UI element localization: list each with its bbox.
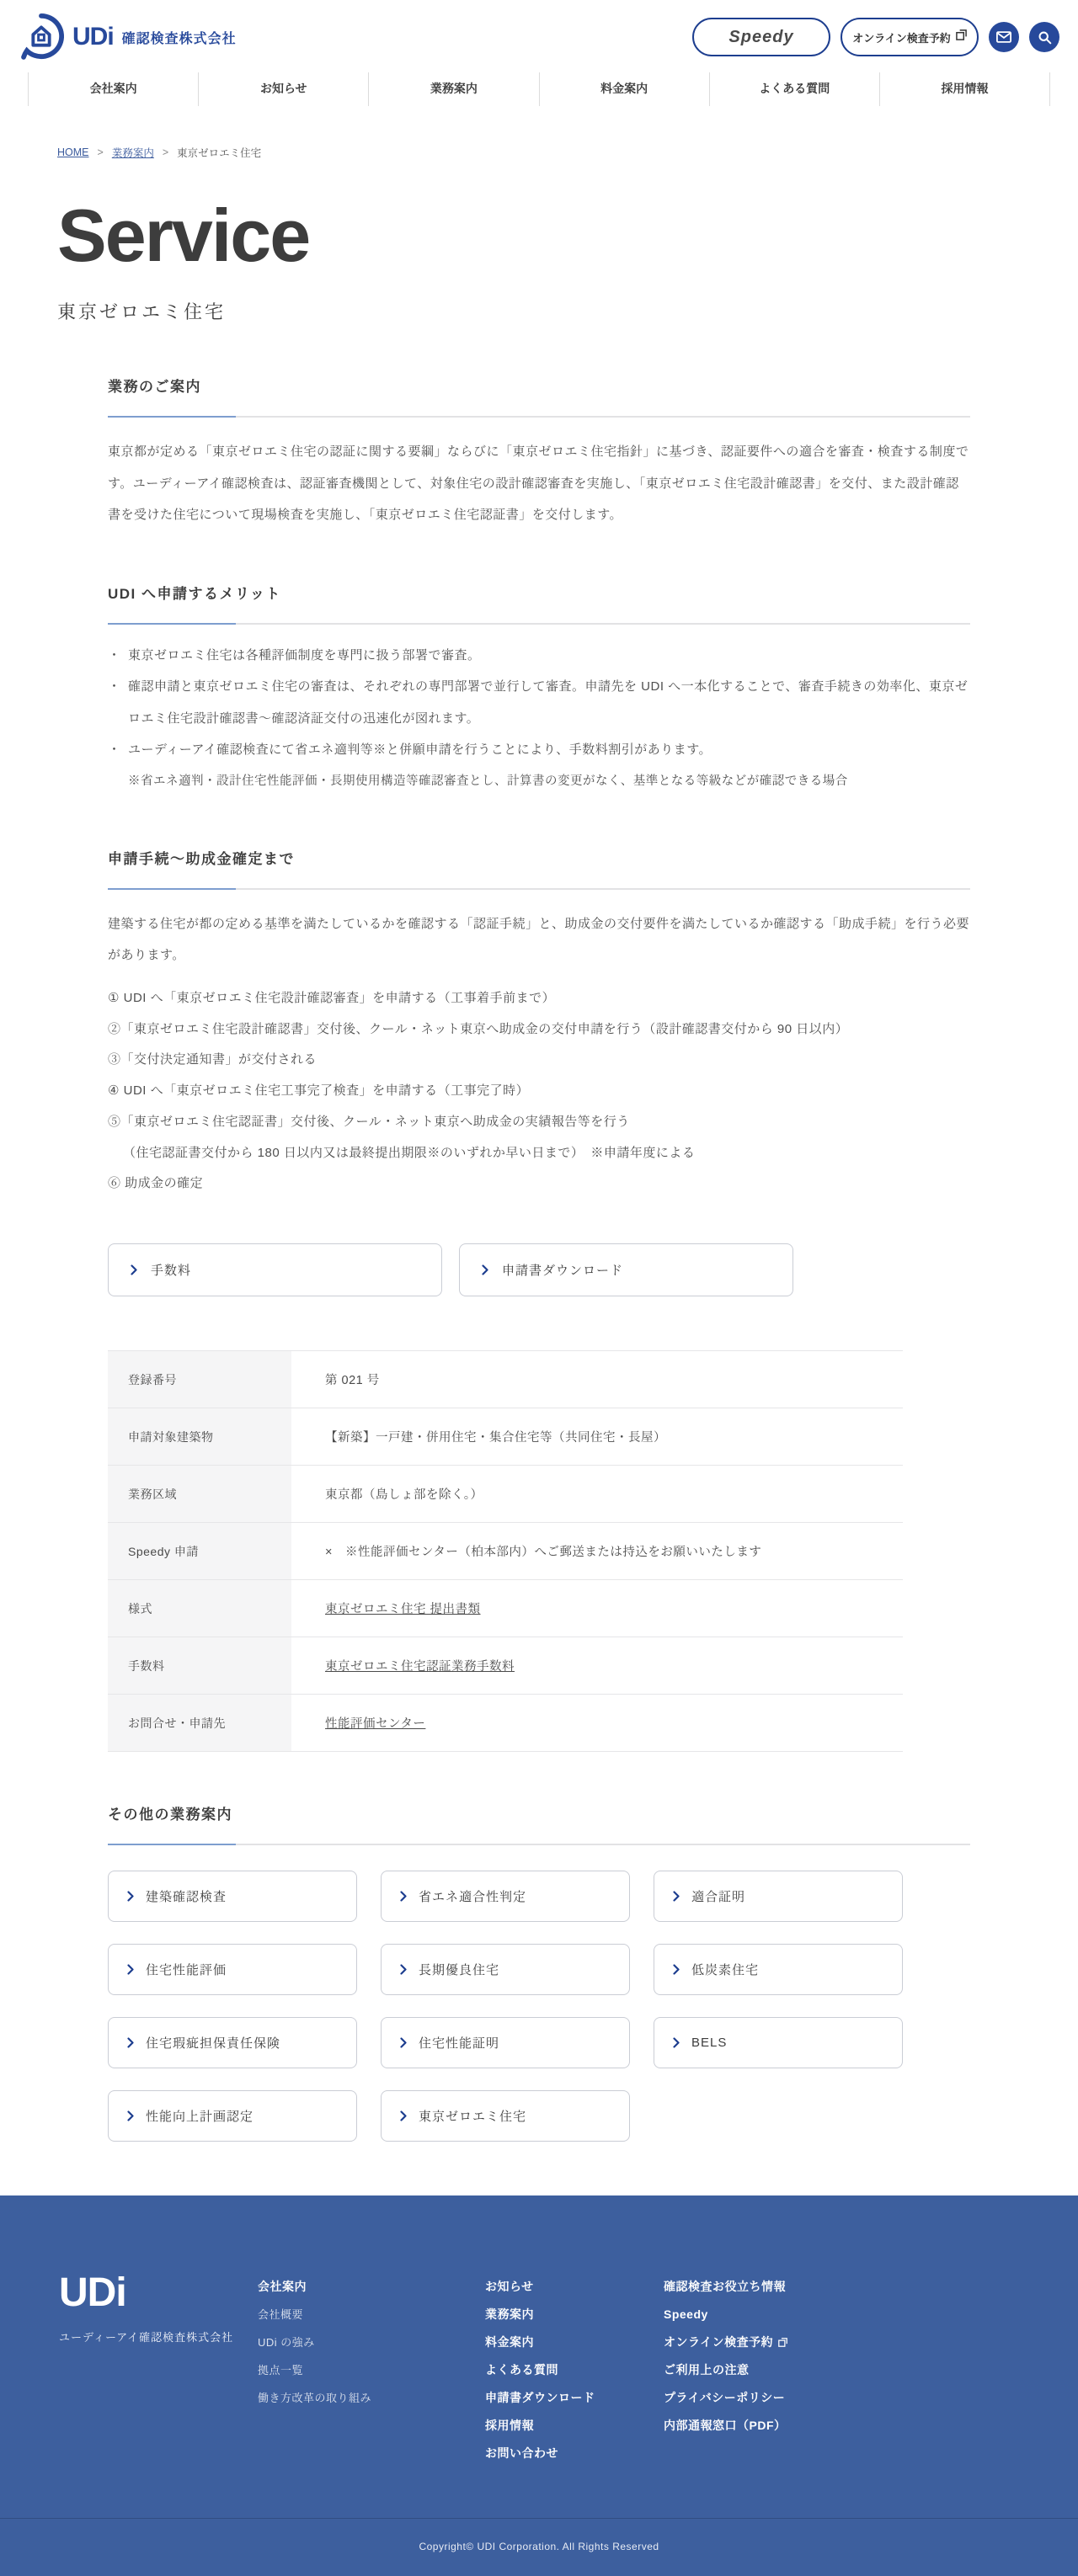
copyright-text: Copyright© UDI Corporation. All Rights Reserved: [419, 2541, 659, 2552]
row-label: 業務区域: [108, 1466, 291, 1523]
mail-button[interactable]: [989, 22, 1019, 52]
section-merit: [57, 582, 1021, 796]
row-label: 手数料: [108, 1637, 291, 1695]
procedure-step: ③「交付決定通知書」が交付される: [108, 1052, 318, 1067]
other-services-grid: [108, 1871, 1021, 2142]
merit-bullet: ・ 東京ゼロエミ住宅は各種評価制度を専門に扱う部署で審査。: [108, 640, 970, 672]
service-button-kashi-hoken[interactable]: 住宅瑕疵担保責任保険: [108, 2017, 357, 2068]
external-link-icon: [778, 2338, 787, 2347]
bullet-dot: ・: [108, 742, 121, 757]
external-link-icon: [956, 29, 967, 45]
row-value: 東京都（島しょ部を除く。）: [325, 1488, 483, 1502]
evaluation-center-link[interactable]: 性能評価センター: [325, 1717, 426, 1731]
chevron-right-icon: [482, 1264, 488, 1275]
footer-link-pricing[interactable]: 料金案内: [485, 2335, 534, 2349]
table-row: [108, 1408, 903, 1466]
footer-link-locations[interactable]: 拠点一覧: [258, 2364, 304, 2376]
chevron-right-icon: [127, 1964, 134, 1975]
breadcrumb-home-link[interactable]: HOME: [57, 146, 89, 158]
footer-column-site: [485, 2273, 664, 2467]
page-subtitle: 東京ゼロエミ住宅: [57, 301, 227, 322]
service-button-choki-yuryo[interactable]: 長期優良住宅: [381, 1944, 630, 1995]
brand-company-text: 確認検査株式会社: [121, 31, 237, 46]
procedure-step: ④ UDI へ「東京ゼロエミ住宅工事完了検査」を申請する（工事完了時）: [108, 1083, 530, 1098]
application-download-button[interactable]: [459, 1243, 793, 1296]
chevron-right-icon: [131, 1264, 137, 1275]
table-row: [108, 1637, 903, 1695]
speedy-button[interactable]: [692, 18, 830, 56]
chevron-right-icon: [400, 2037, 407, 2048]
footer-link-faq[interactable]: よくある質問: [485, 2363, 558, 2376]
row-label: 申請対象建築物: [108, 1408, 291, 1466]
merit-note: ※省エネ適判・設計住宅性能評価・長期使用構造等確認審査とし、計算書の変更がなく、基準となる等級などが確認できる場合: [128, 774, 848, 788]
footer-inner: [0, 2195, 1078, 2518]
row-value: × ※性能評価センター（柏本部内）へご郵送または持込をお願いいたします: [325, 1546, 762, 1559]
footer-link-recruit[interactable]: 採用情報: [485, 2419, 534, 2432]
table-row: [108, 1523, 903, 1580]
action-row: [57, 1243, 1021, 1296]
section-other-services: [57, 1802, 1021, 2142]
search-button[interactable]: [1029, 22, 1059, 52]
chevron-right-icon: [400, 1891, 407, 1902]
nav-item-news[interactable]: お知らせ: [198, 72, 368, 106]
footer-link-company-overview[interactable]: 会社概要: [258, 2308, 304, 2321]
footer-link-online-reservation[interactable]: [664, 2329, 787, 2356]
section-divider: [108, 888, 970, 890]
footer-column-company: [258, 2273, 485, 2467]
speedy-label: Speedy: [728, 27, 794, 46]
footer-link-download[interactable]: 申請書ダウンロード: [485, 2391, 595, 2404]
section-heading-merit: UDI へ申請するメリット: [108, 585, 281, 602]
header-logo[interactable]: [17, 12, 237, 62]
footer-link-whistleblower[interactable]: 内部通報窓口（PDF）: [664, 2419, 787, 2432]
bullet-dot: ・: [108, 647, 121, 663]
udi-logo-icon: [17, 12, 66, 62]
service-button-seino-kojo[interactable]: 性能向上計画認定: [108, 2090, 357, 2142]
brand-udi-text: UDi: [72, 23, 114, 51]
service-info-table: [108, 1350, 903, 1752]
row-label: 様式: [108, 1580, 291, 1637]
chevron-right-icon: [400, 1964, 407, 1975]
section-divider: [108, 416, 970, 418]
guide-body-text: 東京都が定める「東京ゼロエミ住宅の認証に関する要綱」ならびに「東京ゼロエミ住宅指針」に基づき、認証要件への適合を審査・検査する制度です。ユーディーアイ確認検査は、認証審査機関として、対象住宅の設計確認審査を実施し、「東京ゼロエミ住宅設計確認書」を交付、また設計確認書を受けた住宅について現場検査を実施し、「東京ゼロエミ住宅認証書」を交付します。: [108, 444, 969, 522]
online-reservation-button[interactable]: [841, 18, 979, 56]
chevron-right-icon: [127, 2037, 134, 2048]
section-business-guide: [57, 375, 1021, 531]
row-label: 登録番号: [108, 1351, 291, 1408]
breadcrumb: [57, 145, 1021, 160]
procedure-body-text: 建築する住宅が都の定める基準を満たしているかを確認する「認証手続」と、助成金の交付要件を満たしているか確認する「助成手続」を行う必要があります。: [108, 916, 970, 963]
footer-link-privacy[interactable]: プライバシーポリシー: [664, 2391, 786, 2404]
main-content: [0, 145, 1078, 2142]
procedure-step: ⑤「東京ゼロエミ住宅認証書」交付後、クール・ネット東京へ助成金の実績報告等を行う: [108, 1114, 630, 1129]
table-row: [108, 1580, 903, 1637]
footer-link-news[interactable]: お知らせ: [485, 2280, 534, 2293]
procedure-step: ① UDI へ「東京ゼロエミ住宅設計確認審査」を申請する（工事着手前まで）: [108, 990, 556, 1005]
site-header: [0, 0, 1078, 106]
chevron-right-icon: [673, 1964, 680, 1975]
service-button-bels[interactable]: BELS: [654, 2017, 903, 2068]
nav-item-company[interactable]: 会社案内: [28, 72, 198, 106]
footer-link-contact[interactable]: お問い合わせ: [485, 2446, 558, 2460]
table-row: [108, 1466, 903, 1523]
nav-item-services[interactable]: 業務案内: [368, 72, 538, 106]
row-value: 第 021 号: [325, 1374, 380, 1387]
footer-company-name: ユーディーアイ確認検査株式会社: [59, 2331, 234, 2344]
row-label: お問合せ・申請先: [108, 1695, 291, 1752]
download-button-label: 申請書ダウンロード: [502, 1264, 624, 1278]
page-title: Service: [57, 194, 310, 277]
breadcrumb-current: 東京ゼロエミ住宅: [177, 147, 262, 159]
footer-link-terms[interactable]: ご利用上の注意: [664, 2363, 750, 2376]
service-button-seino-shomei[interactable]: 住宅性能証明: [381, 2017, 630, 2068]
row-value: [291, 1695, 903, 1752]
table-row: [108, 1695, 903, 1752]
service-button-tokyo-zeroemi[interactable]: 東京ゼロエミ住宅: [381, 2090, 630, 2142]
procedure-substep: （住宅認証書交付から 180 日以内又は最終提出期限※のいずれか早い日まで） ※申請年度による: [123, 1145, 696, 1160]
nav-item-recruit[interactable]: 採用情報: [879, 72, 1050, 106]
documents-link[interactable]: 東京ゼロエミ住宅 提出書類: [325, 1603, 481, 1616]
nav-item-pricing[interactable]: 料金案内: [539, 72, 709, 106]
footer-link-company[interactable]: 会社案内: [258, 2280, 307, 2293]
service-button-jutaku-hyoka[interactable]: 住宅性能評価: [108, 1944, 357, 1995]
chevron-right-icon: [400, 2110, 407, 2121]
row-value: 【新築】一戸建・併用住宅・集合住宅等（共同住宅・長屋）: [325, 1431, 666, 1445]
breadcrumb-separator: >: [162, 146, 169, 158]
section-heading-procedure: 申請手続〜助成金確定まで: [108, 850, 295, 867]
chevron-right-icon: [673, 1891, 680, 1902]
merit-bullet: ・ ユーディーアイ確認検査にて省エネ適判等※と併願申請を行うことにより、手数料割引があります。: [108, 734, 970, 766]
main-nav: [28, 72, 1050, 106]
procedure-step-list: [108, 983, 970, 1200]
header-actions: [692, 18, 1059, 56]
footer-link-speedy[interactable]: Speedy: [664, 2307, 708, 2321]
footer-link-services[interactable]: 業務案内: [485, 2307, 534, 2321]
row-value: [291, 1580, 903, 1637]
section-divider: [108, 623, 970, 625]
chevron-right-icon: [127, 2110, 134, 2121]
footer-brand: [59, 2270, 258, 2467]
row-value: [291, 1637, 903, 1695]
footer-link-udi-strengths[interactable]: UDi の強み: [258, 2336, 315, 2349]
section-procedure: [57, 847, 1021, 1200]
service-button-tekigo-shomei[interactable]: 適合証明: [654, 1871, 903, 1922]
footer-link-useful-info[interactable]: 確認検査お役立ち情報: [664, 2280, 786, 2293]
service-button-shoene-tekigo[interactable]: 省エネ適合性判定: [381, 1871, 630, 1922]
service-button-kakunin-kensa[interactable]: 建築確認検査: [108, 1871, 357, 1922]
fee-schedule-link[interactable]: 東京ゼロエミ住宅認証業務手数料: [325, 1660, 515, 1674]
search-icon: [1038, 30, 1052, 45]
table-row: [108, 1351, 903, 1408]
chevron-right-icon: [127, 1891, 134, 1902]
nav-item-faq[interactable]: よくある質問: [709, 72, 879, 106]
footer-column-info: [664, 2273, 787, 2467]
bullet-dot: ・: [108, 679, 121, 694]
merit-bullet: ・ 確認申請と東京ゼロエミ住宅の審査は、それぞれの専門部署で並行して審査。申請先を UDI へ一本化することで、審査手続きの効率化、東京ゼロエミ住宅設計確認書〜確認済証交付の迅速化が図れます。: [108, 671, 970, 734]
breadcrumb-services-link[interactable]: 業務案内: [111, 147, 154, 159]
fee-button-label: 手数料: [151, 1264, 192, 1278]
reserve-label: オンライン検査予約: [852, 31, 951, 45]
section-divider: [108, 1844, 970, 1845]
site-footer: [0, 2195, 1078, 2576]
breadcrumb-separator: >: [97, 146, 104, 158]
fee-button[interactable]: [108, 1243, 442, 1296]
footer-udi-logo: UDi: [59, 2270, 126, 2315]
chevron-right-icon: [673, 2037, 680, 2048]
merit-bullet-list: [108, 640, 970, 766]
footer-bottom-bar: [0, 2518, 1078, 2576]
footer-online-reservation-label: オンライン検査予約: [664, 2335, 774, 2349]
procedure-step: ②「東京ゼロエミ住宅設計確認書」交付後、クール・ネット東京へ助成金の交付申請を行う（設計確認書交付から 90 日以内）: [108, 1021, 849, 1036]
section-heading-other: その他の業務案内: [108, 1807, 232, 1823]
service-button-teitanso[interactable]: 低炭素住宅: [654, 1944, 903, 1995]
row-label: Speedy 申請: [108, 1523, 291, 1580]
footer-link-workstyle[interactable]: 働き方改革の取り組み: [258, 2392, 372, 2404]
header-top: [0, 0, 1078, 71]
mail-icon: [996, 31, 1011, 43]
section-heading-guide: 業務のご案内: [108, 379, 201, 395]
procedure-step: ⑥ 助成金の確定: [108, 1176, 204, 1191]
